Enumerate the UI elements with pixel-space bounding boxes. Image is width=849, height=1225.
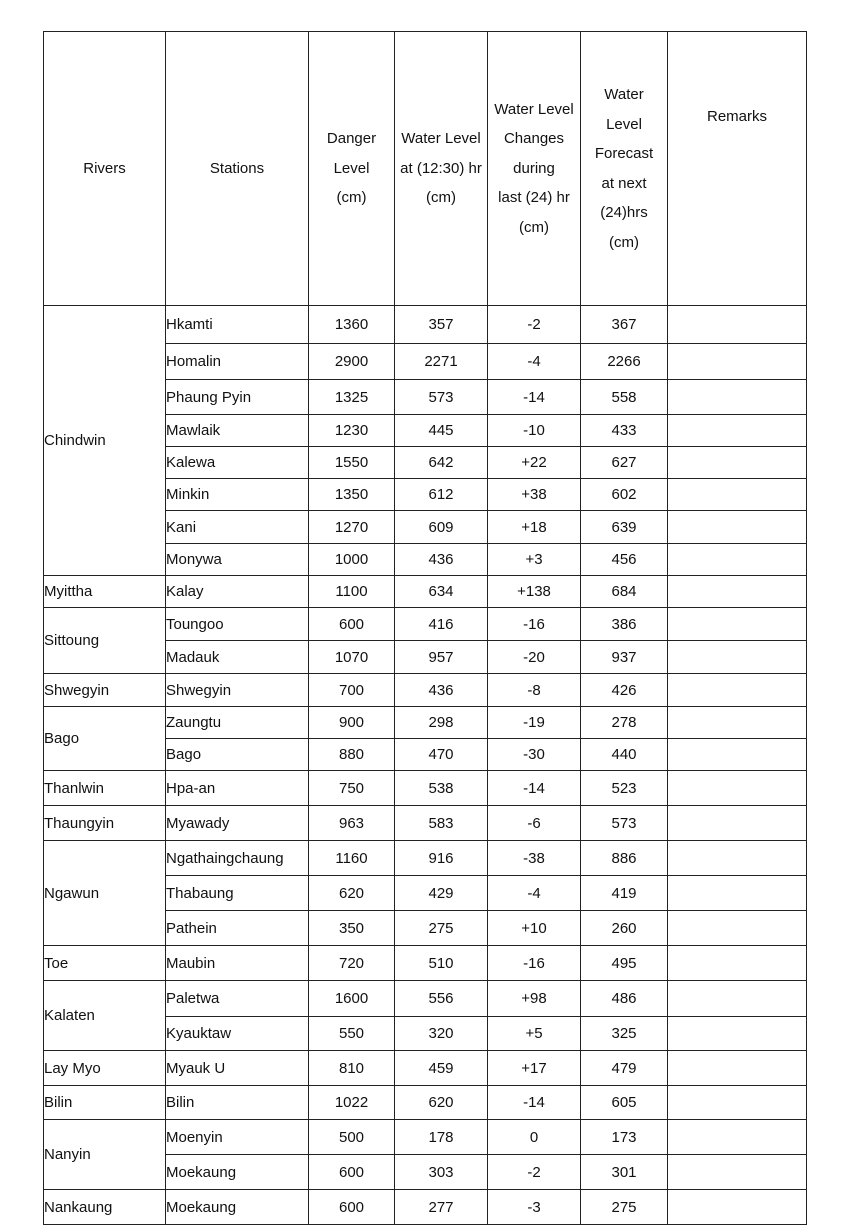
station-cell: Maubin xyxy=(166,946,309,981)
forecast-cell: 456 xyxy=(581,544,668,576)
remarks-cell xyxy=(668,479,807,511)
forecast-cell: 605 xyxy=(581,1086,668,1120)
remarks-cell xyxy=(668,641,807,674)
remarks-cell xyxy=(668,739,807,771)
water-level-cell: 429 xyxy=(395,876,488,911)
change-cell: -6 xyxy=(488,806,581,841)
table-row xyxy=(44,1190,807,1225)
danger-level-cell: 600 xyxy=(309,1190,395,1225)
water-level-cell: 436 xyxy=(395,674,488,707)
change-cell: -14 xyxy=(488,771,581,806)
river-cell: Bilin xyxy=(44,1086,166,1120)
change-cell: +38 xyxy=(488,479,581,511)
change-cell: -14 xyxy=(488,380,581,415)
table-row xyxy=(44,1120,807,1155)
water-level-cell: 178 xyxy=(395,1120,488,1155)
header-stations: Stations xyxy=(166,32,309,306)
change-cell: -30 xyxy=(488,739,581,771)
danger-level-cell: 810 xyxy=(309,1051,395,1086)
forecast-cell: 639 xyxy=(581,511,668,544)
change-cell: -3 xyxy=(488,1190,581,1225)
station-cell: Zaungtu xyxy=(166,707,309,739)
danger-level-cell: 600 xyxy=(309,608,395,641)
water-level-cell: 642 xyxy=(395,447,488,479)
danger-level-cell: 1350 xyxy=(309,479,395,511)
forecast-cell: 684 xyxy=(581,576,668,608)
danger-level-cell: 750 xyxy=(309,771,395,806)
water-level-cell: 556 xyxy=(395,981,488,1017)
header-line: at next xyxy=(601,174,647,192)
header-remarks: Remarks xyxy=(668,32,807,306)
danger-level-cell: 1070 xyxy=(309,641,395,674)
table-row xyxy=(44,771,807,806)
change-cell: -10 xyxy=(488,415,581,447)
forecast-cell: 419 xyxy=(581,876,668,911)
station-cell: Shwegyin xyxy=(166,674,309,707)
water-level-cell: 916 xyxy=(395,841,488,876)
forecast-cell: 426 xyxy=(581,674,668,707)
water-level-cell: 573 xyxy=(395,380,488,415)
header-line: during xyxy=(513,159,555,177)
remarks-cell xyxy=(668,1017,807,1051)
remarks-cell xyxy=(668,841,807,876)
remarks-cell xyxy=(668,1051,807,1086)
water-level-cell: 510 xyxy=(395,946,488,981)
forecast-cell: 325 xyxy=(581,1017,668,1051)
forecast-cell: 367 xyxy=(581,306,668,344)
forecast-cell: 260 xyxy=(581,911,668,946)
header-line: Changes xyxy=(503,130,565,148)
danger-level-cell: 620 xyxy=(309,876,395,911)
water-level-cell: 277 xyxy=(395,1190,488,1225)
header-line: last (24) hr xyxy=(498,189,570,207)
water-level-cell: 320 xyxy=(395,1017,488,1051)
station-cell: Hpa-an xyxy=(166,771,309,806)
remarks-cell xyxy=(668,771,807,806)
remarks-cell xyxy=(668,344,807,380)
remarks-cell xyxy=(668,544,807,576)
danger-level-cell: 880 xyxy=(309,739,395,771)
change-cell: -2 xyxy=(488,1155,581,1190)
header-line: (cm) xyxy=(519,218,549,236)
river-cell: Nankaung xyxy=(44,1190,166,1225)
table-row xyxy=(44,674,807,707)
forecast-cell: 486 xyxy=(581,981,668,1017)
change-cell: 0 xyxy=(488,1120,581,1155)
remarks-cell xyxy=(668,981,807,1017)
change-cell: +10 xyxy=(488,911,581,946)
danger-level-cell: 1000 xyxy=(309,544,395,576)
change-cell: -2 xyxy=(488,306,581,344)
header-line: Level xyxy=(333,159,370,177)
table-row xyxy=(44,806,807,841)
table-body xyxy=(44,306,807,1225)
river-cell: Kalaten xyxy=(44,981,166,1051)
station-cell: Thabaung xyxy=(166,876,309,911)
danger-level-cell: 720 xyxy=(309,946,395,981)
danger-level-cell: 1230 xyxy=(309,415,395,447)
change-cell: +22 xyxy=(488,447,581,479)
water-level-cell: 957 xyxy=(395,641,488,674)
remarks-cell xyxy=(668,447,807,479)
header-line: Forecast xyxy=(594,145,654,162)
forecast-cell: 937 xyxy=(581,641,668,674)
header-danger-level xyxy=(309,32,395,306)
forecast-cell: 301 xyxy=(581,1155,668,1190)
river-cell: Nanyin xyxy=(44,1120,166,1190)
remarks-cell xyxy=(668,576,807,608)
header-line: Level xyxy=(606,115,642,133)
river-cell: Myittha xyxy=(44,576,166,608)
change-cell: +98 xyxy=(488,981,581,1017)
station-cell: Moenyin xyxy=(166,1120,309,1155)
station-cell: Kani xyxy=(166,511,309,544)
forecast-cell: 2266 xyxy=(581,344,668,380)
station-cell: Ngathaingchaung xyxy=(166,841,309,876)
forecast-cell: 523 xyxy=(581,771,668,806)
forecast-cell: 602 xyxy=(581,479,668,511)
station-cell: Phaung Pyin xyxy=(166,380,309,415)
change-cell: +17 xyxy=(488,1051,581,1086)
change-cell: -16 xyxy=(488,946,581,981)
danger-level-cell: 500 xyxy=(309,1120,395,1155)
table-row xyxy=(44,306,807,344)
table-row xyxy=(44,1051,807,1086)
station-cell: Kalewa xyxy=(166,447,309,479)
remarks-cell xyxy=(668,946,807,981)
forecast-cell: 886 xyxy=(581,841,668,876)
table-row xyxy=(44,608,807,641)
forecast-cell: 495 xyxy=(581,946,668,981)
water-level-cell: 583 xyxy=(395,806,488,841)
danger-level-cell: 700 xyxy=(309,674,395,707)
header-line: Water xyxy=(604,86,644,103)
forecast-cell: 627 xyxy=(581,447,668,479)
station-cell: Pathein xyxy=(166,911,309,946)
station-cell: Kalay xyxy=(166,576,309,608)
change-cell: +5 xyxy=(488,1017,581,1051)
danger-level-cell: 963 xyxy=(309,806,395,841)
water-level-cell: 634 xyxy=(395,576,488,608)
remarks-cell xyxy=(668,911,807,946)
station-cell: Toungoo xyxy=(166,608,309,641)
danger-level-cell: 900 xyxy=(309,707,395,739)
station-cell: Homalin xyxy=(166,344,309,380)
table-row xyxy=(44,707,807,739)
danger-level-cell: 1325 xyxy=(309,380,395,415)
header-line: at (12:30) hr xyxy=(400,159,482,177)
change-cell: +138 xyxy=(488,576,581,608)
river-cell: Sittoung xyxy=(44,608,166,674)
river-cell: Bago xyxy=(44,707,166,771)
remarks-cell xyxy=(668,306,807,344)
change-cell: +18 xyxy=(488,511,581,544)
remarks-cell xyxy=(668,806,807,841)
change-cell: -8 xyxy=(488,674,581,707)
station-cell: Moekaung xyxy=(166,1190,309,1225)
remarks-cell xyxy=(668,380,807,415)
header-line: (cm) xyxy=(609,233,639,251)
header-rivers: Rivers xyxy=(44,32,166,306)
header-line: (cm) xyxy=(336,189,367,207)
water-level-cell: 609 xyxy=(395,511,488,544)
river-cell: Ngawun xyxy=(44,841,166,946)
table-row xyxy=(44,981,807,1017)
forecast-cell: 275 xyxy=(581,1190,668,1225)
danger-level-cell: 1550 xyxy=(309,447,395,479)
table-row xyxy=(44,946,807,981)
remarks-cell xyxy=(668,1190,807,1225)
header-line: Water Level xyxy=(494,100,574,118)
danger-level-cell: 1160 xyxy=(309,841,395,876)
header-water-level xyxy=(395,32,488,306)
station-cell: Monywa xyxy=(166,544,309,576)
forecast-cell: 573 xyxy=(581,806,668,841)
station-cell: Paletwa xyxy=(166,981,309,1017)
danger-level-cell: 2900 xyxy=(309,344,395,380)
water-level-table xyxy=(43,31,807,1225)
change-cell: +3 xyxy=(488,544,581,576)
forecast-cell: 440 xyxy=(581,739,668,771)
change-cell: -19 xyxy=(488,707,581,739)
danger-level-cell: 1600 xyxy=(309,981,395,1017)
danger-level-cell: 350 xyxy=(309,911,395,946)
water-level-cell: 445 xyxy=(395,415,488,447)
station-cell: Myawady xyxy=(166,806,309,841)
danger-level-cell: 550 xyxy=(309,1017,395,1051)
station-cell: Minkin xyxy=(166,479,309,511)
table-row xyxy=(44,576,807,608)
remarks-cell xyxy=(668,608,807,641)
header-line: (cm) xyxy=(426,189,456,207)
forecast-cell: 173 xyxy=(581,1120,668,1155)
water-level-cell: 416 xyxy=(395,608,488,641)
water-level-cell: 459 xyxy=(395,1051,488,1086)
change-cell: -16 xyxy=(488,608,581,641)
forecast-cell: 278 xyxy=(581,707,668,739)
header-line: Water Level xyxy=(401,130,481,148)
water-level-cell: 2271 xyxy=(395,344,488,380)
remarks-cell xyxy=(668,707,807,739)
header-line: Danger xyxy=(326,130,377,148)
forecast-cell: 479 xyxy=(581,1051,668,1086)
river-cell: Chindwin xyxy=(44,306,166,576)
header-water-level-changes xyxy=(488,32,581,306)
danger-level-cell: 1022 xyxy=(309,1086,395,1120)
remarks-cell xyxy=(668,674,807,707)
station-cell: Hkamti xyxy=(166,306,309,344)
water-level-cell: 275 xyxy=(395,911,488,946)
water-level-cell: 538 xyxy=(395,771,488,806)
station-cell: Madauk xyxy=(166,641,309,674)
station-cell: Bago xyxy=(166,739,309,771)
river-cell: Lay Myo xyxy=(44,1051,166,1086)
station-cell: Myauk U xyxy=(166,1051,309,1086)
forecast-cell: 386 xyxy=(581,608,668,641)
remarks-cell xyxy=(668,511,807,544)
station-cell: Bilin xyxy=(166,1086,309,1120)
forecast-cell: 433 xyxy=(581,415,668,447)
water-level-cell: 470 xyxy=(395,739,488,771)
remarks-cell xyxy=(668,415,807,447)
water-level-cell: 612 xyxy=(395,479,488,511)
change-cell: -20 xyxy=(488,641,581,674)
river-cell: Toe xyxy=(44,946,166,981)
change-cell: -4 xyxy=(488,344,581,380)
remarks-cell xyxy=(668,1120,807,1155)
remarks-cell xyxy=(668,876,807,911)
change-cell: -4 xyxy=(488,876,581,911)
remarks-cell xyxy=(668,1155,807,1190)
danger-level-cell: 1100 xyxy=(309,576,395,608)
water-level-cell: 303 xyxy=(395,1155,488,1190)
river-cell: Thanlwin xyxy=(44,771,166,806)
header-row xyxy=(44,32,807,306)
danger-level-cell: 1270 xyxy=(309,511,395,544)
change-cell: -14 xyxy=(488,1086,581,1120)
danger-level-cell: 1360 xyxy=(309,306,395,344)
station-cell: Mawlaik xyxy=(166,415,309,447)
station-cell: Kyauktaw xyxy=(166,1017,309,1051)
river-cell: Thaungyin xyxy=(44,806,166,841)
header-forecast xyxy=(581,32,668,306)
water-level-cell: 436 xyxy=(395,544,488,576)
remarks-cell xyxy=(668,1086,807,1120)
table-row xyxy=(44,1086,807,1120)
header-line: (24)hrs xyxy=(600,204,648,221)
water-level-cell: 620 xyxy=(395,1086,488,1120)
water-level-cell: 357 xyxy=(395,306,488,344)
water-level-cell: 298 xyxy=(395,707,488,739)
forecast-cell: 558 xyxy=(581,380,668,415)
station-cell: Moekaung xyxy=(166,1155,309,1190)
table-row xyxy=(44,841,807,876)
danger-level-cell: 600 xyxy=(309,1155,395,1190)
river-cell: Shwegyin xyxy=(44,674,166,707)
change-cell: -38 xyxy=(488,841,581,876)
